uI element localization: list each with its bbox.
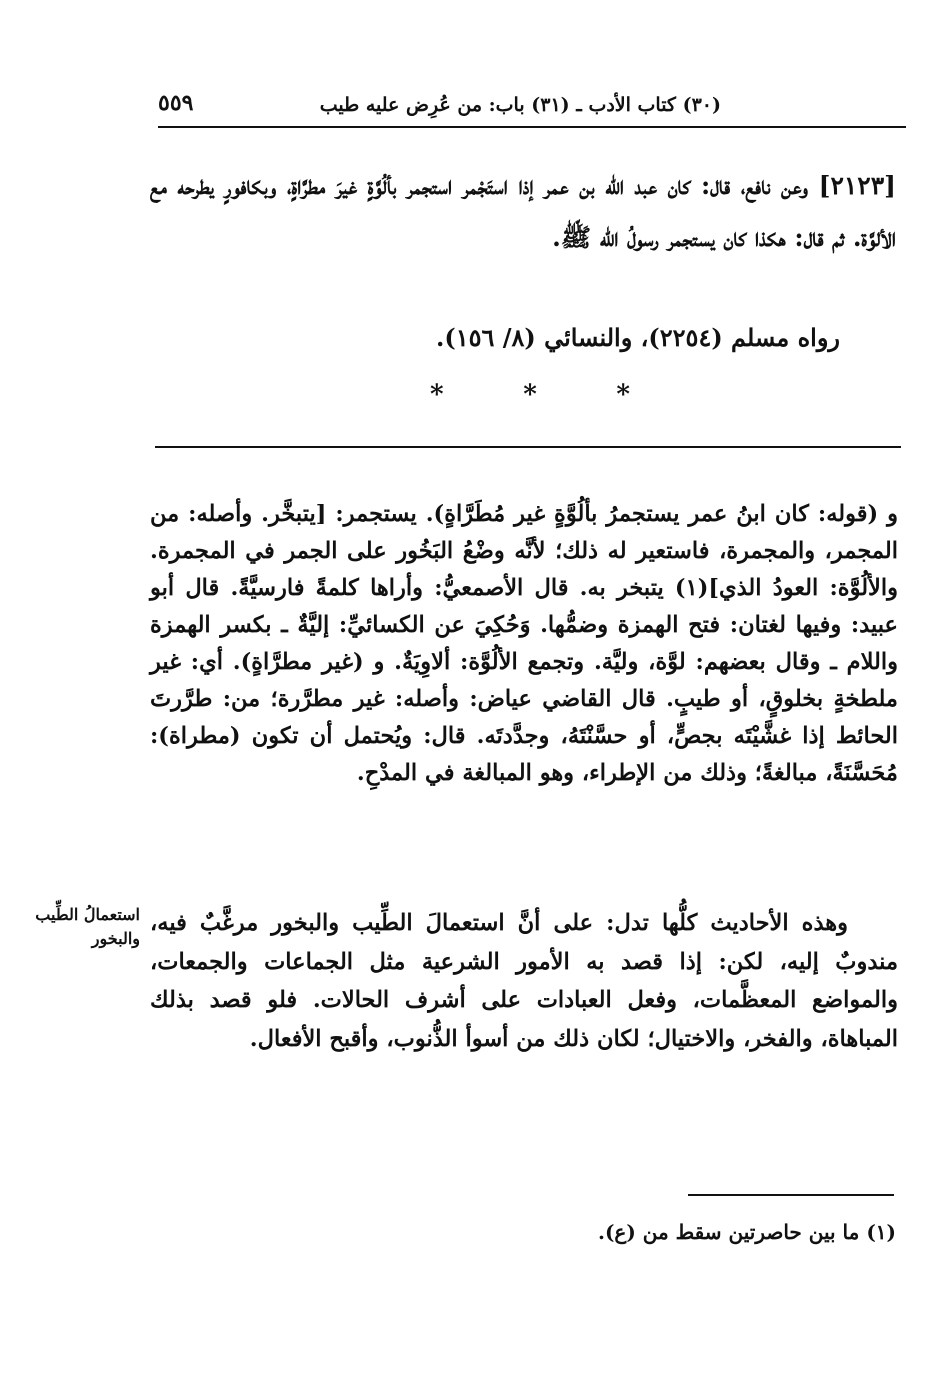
hadith-source: رواه مسلم (٢٢٥٤)، والنسائي (٨/ ١٥٦). <box>435 323 840 352</box>
header-title: (٣٠) كتاب الأدب ـ (٣١) باب: من عُرِض عليه طيب <box>319 94 721 116</box>
running-header <box>158 88 906 128</box>
hadith-text: [٢١٢٣] وعن نافع، قال: كان عبد الله بن عمر إذا استَجْمر استجمر بألُوَّةٍ غيرَ مطرَّاةٍ، وبكافورٍ يطرحه مع الألوَّة. ثم قال: هكذا كان يستجمر رسولُ الله ﷺ. <box>150 171 896 252</box>
conclusion-block <box>150 904 898 1058</box>
margin-note-line-1: استعمالُ الطِّيب <box>35 905 140 924</box>
page-number: ٥٥٩ <box>158 90 194 116</box>
star-glyph: * <box>523 380 537 410</box>
conclusion-paragraph: وهذه الأحاديث كلُّها تدل: على أنَّ استعمالَ الطِّيب والبخور مرغَّبٌ فيه، مندوبٌ إليه، لكن: إذا قصد به الأمور الشرعية مثل الجماعات والجمعات، والمواضع المعظَّمات، وفعل العبادات على أشرف الحالات. فلو قصد بذلك المباهاة، والفخر، والاختيال؛ لكان ذلك من أسوأ الذُّنوب، وأقبح الأفعال. <box>150 910 898 1052</box>
footnote: (١) ما بين حاصرتين سقط من (ع). <box>597 1220 896 1244</box>
margin-note-line-2: والبخور <box>91 929 140 948</box>
star-glyph: * <box>616 380 630 410</box>
commentary-divider <box>155 446 901 448</box>
commentary-paragraph: و (قوله: كان ابنُ عمر يستجمرُ بألُوَّةٍ غير مُطَرَّاةٍ). يستجمر: [يتبخَّر. وأصله: من المجمر، والمجمرة، فاستعير له ذلك؛ لأنَّه وضْعُ البَخُور على الجمر في المجمرة. والألُوَّة: العودُ الذي](١) يتبخر به. قال الأصمعيُّ: وأراها كلمةً فارسيَّةً. قال أبو عبيد: وفيها لغتان: فتح الهمزة وضمُّها. وَحُكِيَ عن الكسائيِّ: إليَّةٌ ـ بكسر الهمزة واللام ـ وقال بعضهم: لوَّة، وليَّة. وتجمع الألُوَّة: ألاوِيَةٌ. و (غير مطرَّاةٍ). أي: غير ملطخةٍ بخلوقٍ، أو طيبٍ. قال القاضي عياض: وأصله: غير مطرَّرة؛ من: طرَّرتَ الحائط إذا غشَّيْتَه بجصٍّ، أو حسَّنْتَهُ، وجدَّدتَه. قال: ويُحتمل أن تكون (مطراة): مُحَسَّنَةً، مبالغةً؛ وذلك من الإطراء، وهو المبالغة في المدْحِ. <box>150 501 898 786</box>
star-glyph: * <box>430 380 444 410</box>
margin-note <box>18 903 140 951</box>
footnote-rule <box>688 1194 894 1196</box>
section-separator-stars <box>430 380 630 410</box>
commentary-block <box>150 496 898 792</box>
